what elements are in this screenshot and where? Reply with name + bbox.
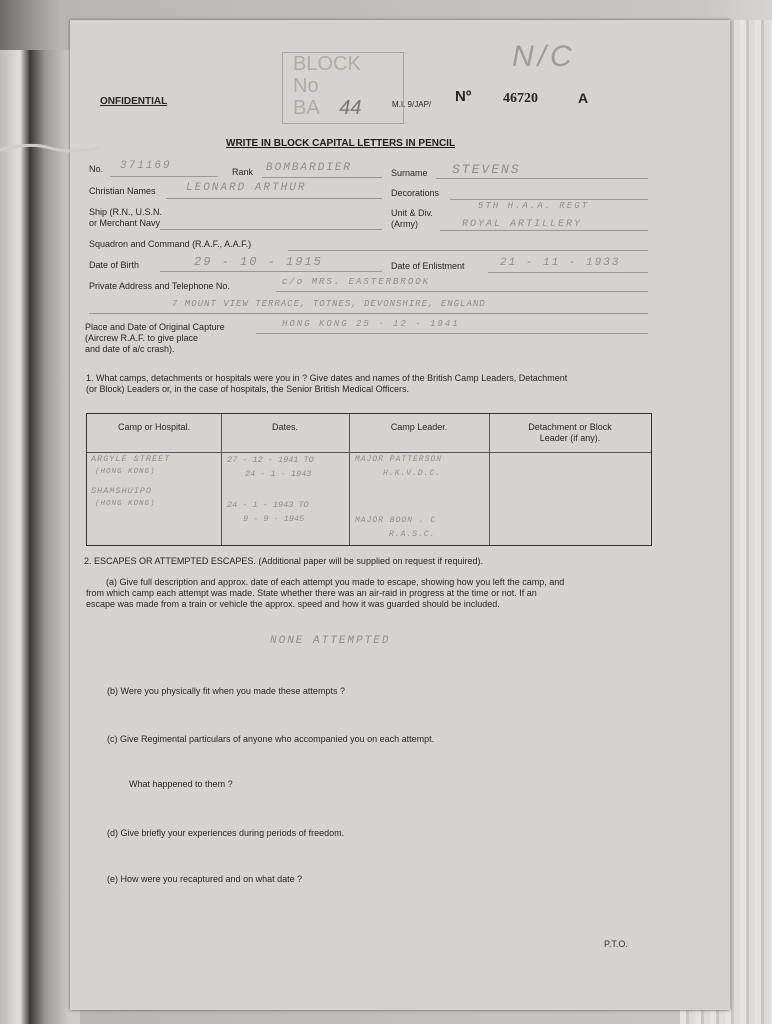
stamp-line-3: BA (293, 97, 320, 119)
camps-table (86, 413, 652, 546)
q2a-answer: NONE ATTEMPTED (270, 635, 391, 647)
surname-value: STEVENS (452, 162, 521, 177)
capture-label-3: and date of a/c crash). (85, 344, 175, 354)
row2-leader-2: R.A.S.C. (389, 530, 436, 539)
unit-value-1: 5TH H.A.A. REGT (478, 201, 590, 211)
page-pto: P.T.O. (604, 939, 628, 949)
unit-value-2: ROYAL ARTILLERY (462, 219, 583, 230)
address-value-2: 7 MOUNT VIEW TERRACE, TOTNES, DEVONSHIRE, ENGLAND (172, 299, 486, 309)
no-label: No. (89, 164, 104, 174)
ship-label-1: Ship (R.N., U.S.N. (89, 207, 163, 217)
rank-value: BOMBARDIER (266, 162, 353, 174)
row2-leader-1: MAJOR BOON . C (355, 516, 437, 525)
q2a-text-3: escape was made from a train or vehicle the approx. speed and how it was guarded should be included. (86, 599, 500, 609)
christian-names-label: Christian Names (89, 186, 156, 196)
q2c-text-2: What happened to them ? (129, 779, 233, 789)
row1-leader-1: MAJOR PATTERSON (355, 455, 443, 464)
q2a-text-2: from which camp each attempt was made. State whether there was an air-raid in progress at the time or not. If an (86, 588, 537, 598)
q2d-text: (d) Give briefly your experiences during periods of freedom. (107, 828, 345, 838)
row1-camp-2: (HONG KONG) (95, 468, 156, 476)
q1-text-1: 1. What camps, detachments or hospitals were you in ? Give dates and names of the British Camp Leaders, Detachment (86, 373, 568, 383)
capture-label-1: Place and Date of Original Capture (85, 322, 225, 332)
document-suffix: A (578, 90, 589, 106)
row1-leader-2: H.K.V.D.C. (383, 469, 442, 478)
capture-value: HONG KONG 25 - 12 - 1941 (282, 319, 460, 329)
enlistment-label: Date of Enlistment (391, 261, 465, 271)
row2-camp-2: (HONG KONG) (95, 500, 156, 508)
block-letters-instruction: WRITE IN BLOCK CAPITAL LETTERS IN PENCIL (226, 138, 456, 149)
header-block-2: Leader (if any). (539, 433, 601, 443)
row1-dates-2: 24 - 1 - 1943 (245, 469, 312, 479)
block-stamp (282, 52, 404, 124)
stamp-line-1: BLOCK (293, 53, 361, 75)
q1-text-2: (or Block) Leaders or, in the case of hospitals, the Senior British Medical Officers. (86, 384, 409, 394)
q2c-text: (c) Give Regimental particulars of anyone who accompanied you on each attempt. (107, 734, 435, 744)
binding-string (0, 140, 100, 160)
handwritten-mark: N/C (512, 40, 576, 73)
stamp-line-4: 44 (339, 97, 362, 119)
q2-heading: 2. ESCAPES OR ATTEMPTED ESCAPES. (Additional paper will be supplied on request if required). (84, 556, 484, 566)
dob-value: 29 - 10 - 1915 (194, 255, 323, 269)
decorations-label: Decorations (391, 188, 440, 198)
header-block-1: Detachment or Block (528, 422, 612, 432)
number-symbol: Nº (455, 88, 472, 105)
row2-dates-2: 9 - 9 - 1945 (243, 514, 305, 524)
row1-camp-1: ARGYLE STREET (91, 454, 171, 464)
no-value: 371169 (120, 160, 172, 172)
christian-names-value: LEONARD ARTHUR (186, 182, 307, 194)
row2-camp-1: SHAMSHUIPO (91, 486, 153, 496)
address-label: Private Address and Telephone No. (89, 281, 230, 291)
document-number: 46720 (503, 91, 538, 106)
squadron-label: Squadron and Command (R.A.F., A.A.F.) (89, 239, 252, 249)
ship-label-2: or Merchant Navy (89, 218, 161, 228)
rank-label: Rank (232, 167, 254, 177)
unit-label-1: Unit & Div. (391, 208, 433, 218)
header-camp: Camp or Hospital. (117, 422, 191, 432)
address-value-1: c/o MRS. EASTERBROOK (282, 277, 431, 287)
row1-dates-1: 27 - 12 - 1941 TO (227, 455, 314, 465)
q2e-text: (e) How were you recaptured and on what date ? (107, 874, 303, 884)
dob-label: Date of Birth (89, 260, 140, 270)
confidential-label: ONFIDENTIAL (100, 96, 168, 107)
unit-label-2: (Army) (391, 219, 418, 229)
enlistment-value: 21 - 11 - 1933 (500, 257, 621, 269)
surname-label: Surname (391, 168, 428, 178)
binder-spine (0, 50, 80, 1024)
header-leader: Camp Leader. (390, 422, 448, 432)
q2a-text-1: (a) Give full description and approx. date of each attempt you made to escape, showing how you left the camp, and (106, 577, 565, 587)
stamp-line-2: No (293, 75, 319, 97)
row2-dates-1: 24 - 1 - 1943 TO (227, 500, 309, 510)
q2b-text: (b) Were you physically fit when you made these attempts ? (107, 686, 345, 696)
header-dates: Dates. (271, 422, 298, 432)
capture-label-2: (Aircrew R.A.F. to give place (85, 333, 199, 343)
ref-label: M.I. 9/JAP/ (392, 100, 432, 109)
